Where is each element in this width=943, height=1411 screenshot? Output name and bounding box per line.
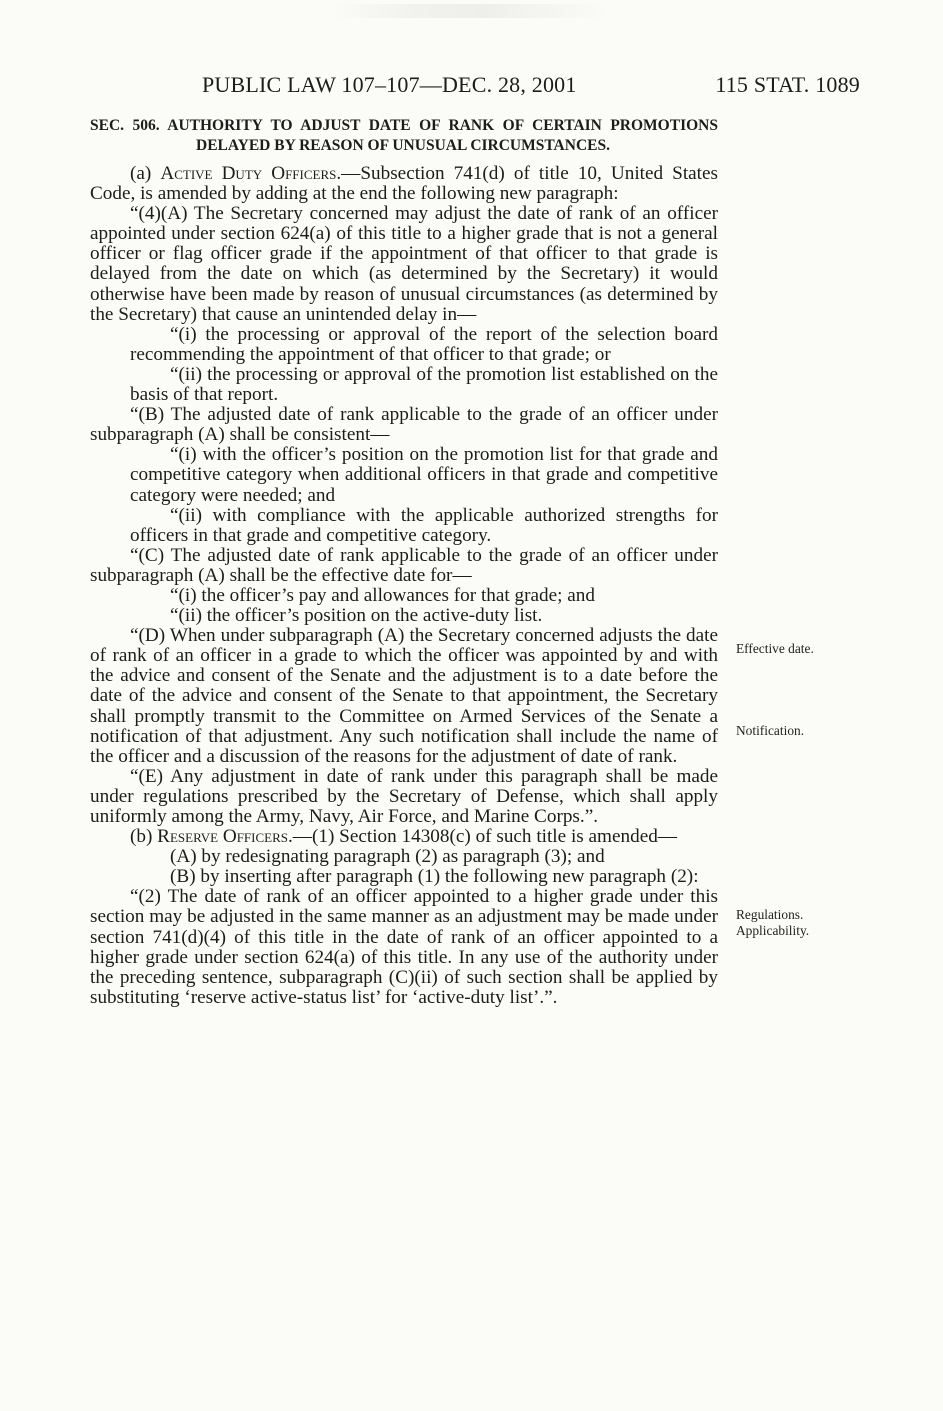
paragraph-E: “(E) Any adjustment in date of rank under this paragraph shall be made under regulations prescribed by the Secretary of Defense, which shall apply uniformly among the Army, Navy, Air Force, and Marine Corps.”. (90, 765, 718, 827)
margin-note-notification: Notification. (736, 723, 805, 738)
margin-note-effective-date: Effective date. (736, 641, 814, 656)
subsection-a-label: (a) (130, 163, 161, 184)
paragraph-2: “(2) The date of rank of an officer appointed to a higher grade under this section may be adjusted in the same manner as an adjustment may be made under section 741(d)(4) of this title in the date of rank of an officer appointed to a higher grade under section 624(a) of this title. In any use of the authority under the preceding sentence, subparagraph (C)(ii) of such section shall be applied by substituting ‘reserve active-status list’ for ‘active-duty list’.”. (90, 886, 718, 1008)
public-law-citation: PUBLIC LAW 107–107—DEC. 28, 2001 (202, 72, 577, 97)
statute-page: 115 STAT. 1089 (715, 72, 860, 97)
paragraph-4A-i: “(i) the processing or approval of the report of the selection board recommending the appointment of that officer to that grade; or (130, 323, 718, 365)
section-number: SEC. 506. (90, 117, 160, 134)
margin-note-applicability: Applicability. (736, 923, 810, 938)
section-heading (90, 116, 718, 156)
subsection-b-heading: Reserve Officers. (157, 826, 293, 848)
paragraph-B-ii: “(ii) with compliance with the applicable authorized strengths for officers in that grade and competitive category. (130, 504, 718, 546)
paragraph-B: “(B) The adjusted date of rank applicable to the grade of an officer under subparagraph (A) shall be consistent— (90, 404, 718, 446)
subsection-a (90, 164, 718, 204)
scan-artifact (330, 4, 610, 18)
paragraph-C-i: “(i) the officer’s pay and allowances for that grade; and (170, 584, 595, 606)
running-header (90, 72, 860, 104)
paragraph-4A-ii: “(ii) the processing or approval of the promotion list established on the basis of that report. (130, 363, 718, 406)
subsection-b-B: (B) by inserting after paragraph (1) the following new paragraph (2): (170, 866, 699, 888)
paragraph-B-i: “(i) with the officer’s position on the promotion list for that grade and competitive category when additional officers in that grade and competitive category were needed; and (130, 444, 718, 506)
paragraph-C-ii: “(ii) the officer’s position on the active-duty list. (170, 605, 543, 627)
subsection-b-label: (b) (130, 826, 158, 848)
body-text (90, 116, 718, 1008)
subsection-b-text: —(1) Section 14308(c) of such title is amended— (292, 826, 677, 848)
subsection-b-A: (A) by redesignating paragraph (2) as paragraph (3); and (170, 846, 605, 868)
margin-note-regulations: Regulations. (736, 907, 804, 922)
section-title: AUTHORITY TO ADJUST DATE OF RANK OF CERTAIN PROMOTIONS DELAYED BY REASON OF UNUSUAL CIRCUMSTANCES. (167, 117, 718, 154)
subsection-b (90, 827, 718, 847)
subsection-a-text: —Subsection 741(d) of title 10, United States Code, is amended by adding at the end the following new paragraph: (90, 163, 719, 205)
paragraph-C: “(C) The adjusted date of rank applicable to the grade of an officer under subparagraph (A) shall be the effective date for— (90, 544, 718, 586)
paragraph-D: “(D) When under subparagraph (A) the Secretary concerned adjusts the date of rank of an officer in a grade to which the officer was appointed by and with the advice and consent of the Senate and the adjustment is to a date before the date of the advice and consent of the Senate to that appointment, the Secretary shall promptly transmit to the Committee on Armed Services of the Senate a notification of that adjustment. Any such notification shall include the name of the officer and a discussion of the reasons for the adjustment of date of rank. (90, 625, 718, 767)
paragraph-4A: “(4)(A) The Secretary concerned may adjust the date of rank of an officer appointed under section 624(a) of this title to a higher grade that is not a general officer or flag officer grade if the appointment of that officer to that grade is delayed from the date on which (as determined by the Secretary) it would otherwise have been made by reason of unusual circumstances (as determined by the Secretary) that cause an unintended delay in— (90, 203, 718, 325)
subsection-a-heading: Active Duty Officers. (160, 163, 342, 184)
